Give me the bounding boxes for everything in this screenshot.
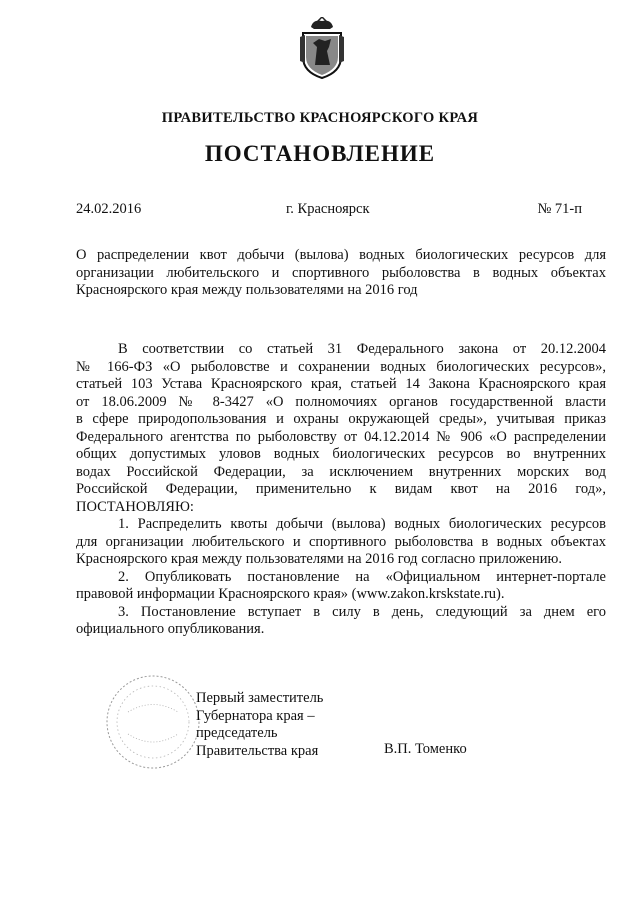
body-line: Красноярского края между пользователями на 2016 год согласно приложению. (76, 551, 562, 567)
subject-line: организации любительского и спортивного рыболовства в водных объектах (76, 264, 606, 281)
signatory-position-line: председатель (196, 725, 278, 741)
subject-line: Красноярского края между пользователями на 2016 год (76, 282, 418, 298)
body-line: Российской Федерации, применительно к видам квот на 2016 год», (76, 481, 606, 497)
body-line: 3. Постановление вступает в силу в день, следующий за днем его (118, 603, 606, 620)
signatory-name: В.П. Томенко (384, 741, 467, 757)
signatory-position (196, 690, 346, 760)
coat-of-arms-icon (297, 17, 347, 79)
body-line: правовой информации Красноярского края» (www.zakon.krskstate.ru). (76, 586, 505, 602)
body-line: от 18.06.2009 № 8-3427 «О полномочиях органов государственной власти (76, 393, 606, 410)
document-subject (76, 247, 606, 300)
body-line: ПОСТАНОВЛЯЮ: (76, 498, 194, 515)
signatory-position-line: Правительства края (196, 742, 319, 759)
stamp-icon (98, 672, 208, 772)
body-line: № 166-ФЗ «О рыболовстве и сохранении водных биологических ресурсов», (76, 358, 606, 375)
body-line: для организации любительского и спортивного рыболовства в водных объектах (76, 533, 606, 550)
government-name: ПРАВИТЕЛЬСТВО КРАСНОЯРСКОГО КРАЯ (161, 110, 479, 126)
body-line: Федерального агентства по рыболовству от 04.12.2014 № 906 «О распределении (76, 428, 606, 445)
body-line: в сфере природопользования и охраны окружающей среды», учитывая приказ (76, 411, 606, 427)
signatory-position-line: Первый заместитель (196, 690, 324, 706)
body-line: официального опубликования. (76, 621, 265, 637)
body-line: 2. Опубликовать постановление на «Официальном интернет-портале (118, 568, 606, 585)
document-city: г. Красноярск (286, 201, 370, 217)
document-title: ПОСТАНОВЛЕНИЕ (204, 141, 436, 166)
body-line: общих допустимых уловов водных биологических ресурсов во внутренних (76, 446, 606, 462)
body-line: 1. Распределить квоты добычи (вылова) водных биологических ресурсов (118, 516, 606, 532)
document-number: № 71-п (537, 201, 582, 217)
body-line: В соответствии со статьей 31 Федерального закона от 20.12.2004 (118, 341, 606, 357)
document-date: 24.02.2016 (76, 201, 142, 217)
signatory-position-line: Губернатора края – (196, 707, 315, 724)
subject-line: О распределении квот добычи (вылова) водных биологических ресурсов для (76, 247, 606, 263)
body-line: водах Российской Федерации, за исключением внутренних морских вод (76, 463, 606, 480)
document-body (76, 341, 606, 639)
body-line: статьей 103 Устава Красноярского края, статьей 14 Закона Красноярского края (76, 376, 606, 392)
